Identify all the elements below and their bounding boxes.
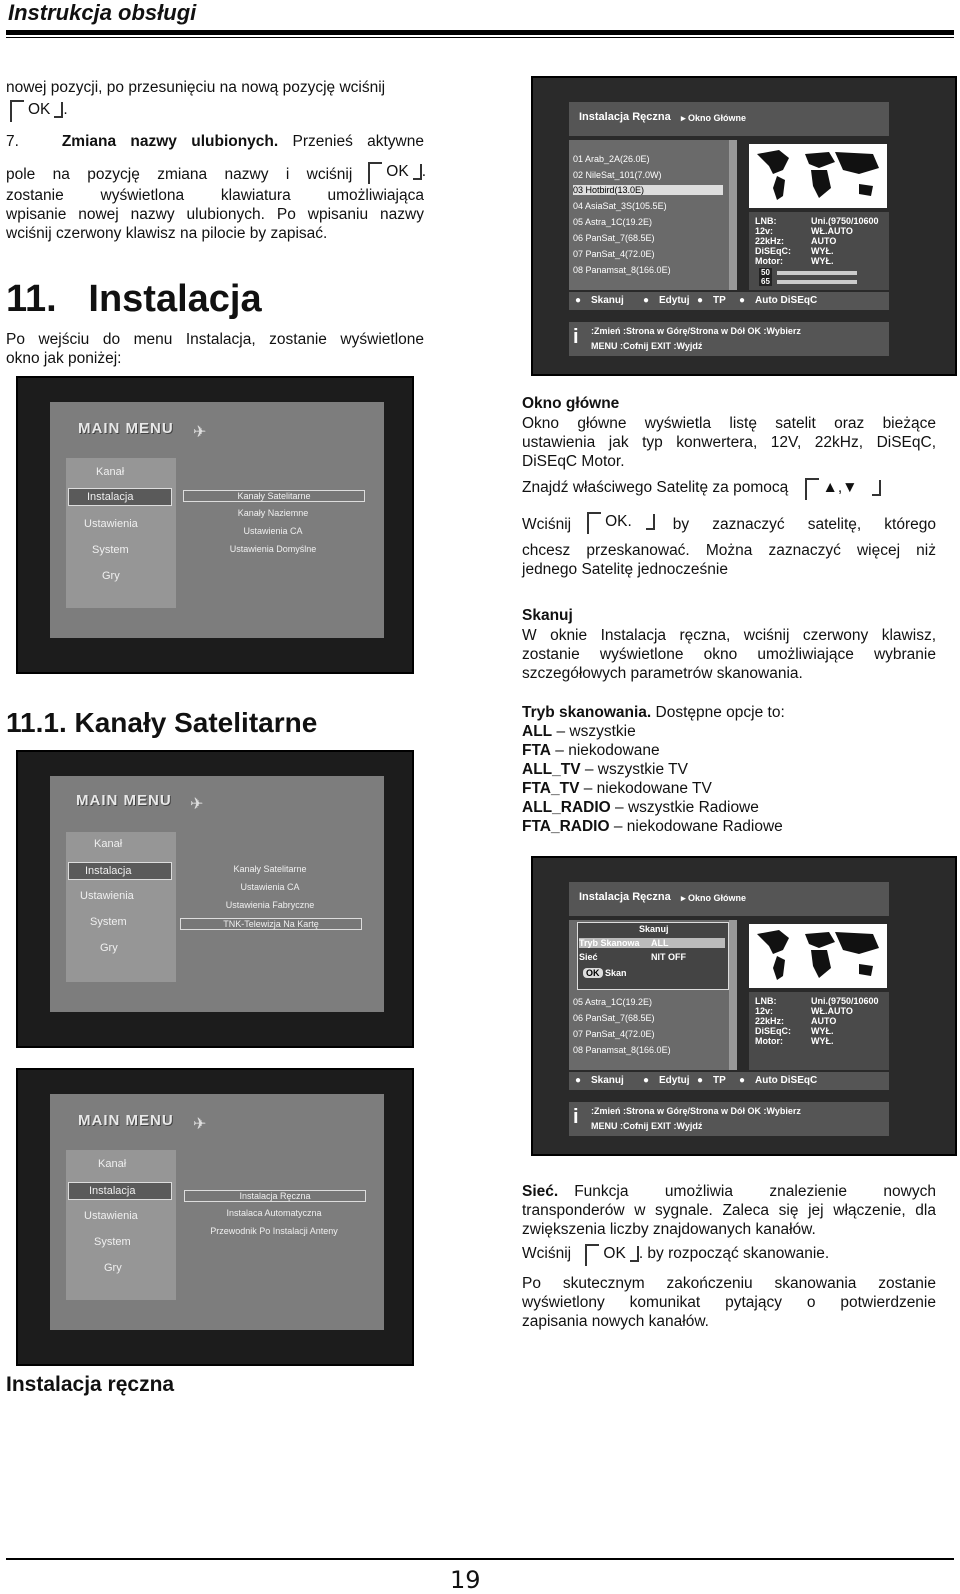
main-menu-item[interactable]: Kanał bbox=[96, 466, 125, 478]
signal-level: 50 bbox=[761, 268, 770, 277]
lnb-values bbox=[811, 996, 879, 1046]
scan-line3: szczegółowych parametrów skanowania. bbox=[522, 665, 803, 682]
scan-mode-option bbox=[522, 817, 783, 837]
find-satellite-line bbox=[522, 478, 881, 500]
scan-mode-key: FTA bbox=[522, 742, 551, 759]
lnb-label: DiSEqC: bbox=[755, 1026, 791, 1036]
network-title: Sieć. bbox=[522, 1183, 559, 1200]
submenu-item[interactable]: Instalaca Automatyczna bbox=[226, 1208, 322, 1218]
lnb-value: WYŁ. bbox=[811, 1026, 834, 1036]
up-down-arrows: ▲,▼ bbox=[822, 479, 858, 496]
manual-install-heading: Instalacja ręczna bbox=[6, 1373, 175, 1396]
lnb-value: Uni.(9750/10600 bbox=[811, 216, 879, 226]
item7-line1 bbox=[6, 132, 424, 152]
screen-crumb: ▸ Okno Główne bbox=[681, 893, 747, 903]
network-value: NIT OFF bbox=[651, 952, 686, 962]
scan-mode-desc: – niekodowane bbox=[555, 742, 660, 759]
manual-install-screenshot-1 bbox=[531, 76, 957, 376]
world-map-image bbox=[749, 924, 887, 988]
scan-mode-option bbox=[522, 798, 759, 818]
scan-mode-key: FTA_TV bbox=[522, 780, 580, 797]
ok-key-label-4: OK bbox=[603, 1245, 626, 1262]
yellow-button-icon: ● bbox=[697, 295, 704, 306]
scan-line2: zostanie wyświetlone okno umożliwiające wybranie bbox=[522, 646, 936, 663]
section-11-intro1: Po wejściu do menu Instalacja, zostanie wyświetlone bbox=[6, 331, 424, 348]
ok-suffix-2: . bbox=[421, 163, 426, 180]
section-11-heading: 11. Instalacja bbox=[6, 278, 262, 320]
network-row[interactable] bbox=[579, 952, 725, 962]
scan-mode-key: ALL_RADIO bbox=[522, 799, 611, 816]
header-rule-thin bbox=[6, 37, 954, 38]
item7-line4: wpisanie nowej nazwy ulubionych. Po wpisaniu nazwy bbox=[6, 206, 424, 223]
lnb-label: 22kHz: bbox=[755, 1016, 785, 1026]
lnb-value: AUTO bbox=[811, 236, 837, 246]
main-menu-item-selected[interactable]: Instalacja bbox=[68, 1182, 172, 1200]
lnb-label: LNB: bbox=[755, 216, 777, 226]
submenu-item-selected[interactable]: Kanały Satelitarne bbox=[183, 490, 365, 502]
scan-mode-rest: Dostępne opcje to: bbox=[651, 704, 785, 721]
lnb-label: Motor: bbox=[755, 256, 783, 266]
lnb-value: WŁ.AUTO bbox=[811, 226, 853, 236]
lnb-values bbox=[811, 216, 879, 266]
start-scan-line bbox=[522, 1244, 829, 1266]
item7-line2 bbox=[6, 162, 426, 184]
network-line1-text: Funkcja umożliwia znalezienie nowych bbox=[574, 1183, 936, 1200]
lnb-value: Uni.(9750/10600 bbox=[811, 996, 879, 1006]
section-11-1-heading: 11.1. Kanały Satelitarne bbox=[6, 707, 318, 738]
lnb-label: 22kHz: bbox=[755, 236, 785, 246]
help-line1: :Zmień :Strona w Górę/Strona w Dół OK :Wybierz bbox=[591, 326, 801, 336]
signal-quality-bar bbox=[777, 280, 857, 284]
green-button-icon: ● bbox=[643, 295, 650, 306]
edit-button[interactable]: Edytuj bbox=[659, 1075, 690, 1086]
screen-crumb: ▸ Okno Główne bbox=[681, 113, 747, 123]
info-icon: i bbox=[573, 1106, 579, 1128]
popup-ok-button[interactable] bbox=[583, 968, 627, 978]
lnb-value: WYŁ. bbox=[811, 1036, 834, 1046]
scan-line1: W oknie Instalacja ręczna, wciśnij czerwony klawisz, bbox=[522, 627, 936, 644]
manual-install-screenshot-2 bbox=[531, 856, 957, 1156]
lnb-label: 12v: bbox=[755, 1006, 774, 1016]
main-menu-item[interactable]: System bbox=[90, 916, 127, 928]
scan-mode-option bbox=[522, 760, 688, 780]
green-button-icon: ● bbox=[643, 1075, 650, 1086]
page-number: 19 bbox=[450, 1566, 481, 1594]
satellite-row[interactable]: 06 PanSat_7(68.5E) bbox=[573, 233, 655, 243]
popup-scan-label: Skan bbox=[605, 968, 627, 978]
lnb-labels bbox=[755, 216, 791, 266]
function-buttons-bar bbox=[569, 1072, 889, 1090]
popup-ok-label: OK bbox=[583, 968, 603, 978]
ok-key-left-icon-3 bbox=[587, 512, 601, 534]
main-window-line3: DiSEqC Motor. bbox=[522, 453, 625, 470]
main-menu-item[interactable]: System bbox=[92, 544, 129, 556]
satellite-dish-icon: ✈ bbox=[193, 424, 207, 441]
scan-popup-title: Skanuj bbox=[639, 924, 669, 934]
scan-mode-value: ALL bbox=[651, 938, 669, 948]
start-scan-rest: . by rozpocząć skanowanie. bbox=[638, 1245, 830, 1262]
satellite-row[interactable]: 07 PanSat_4(72.0E) bbox=[573, 249, 655, 259]
auto-diseqc-button[interactable]: Auto DiSEqC bbox=[755, 1075, 818, 1086]
scan-mode-desc: – niekodowane Radiowe bbox=[613, 818, 783, 835]
main-menu-item[interactable]: Ustawienia bbox=[84, 518, 138, 530]
help-line2: MENU :Cofnij EXIT :Wyjdź bbox=[591, 1121, 703, 1131]
help-line1: :Zmień :Strona w Górę/Strona w Dół OK :Wybierz bbox=[591, 1106, 801, 1116]
main-menu-item[interactable]: Gry bbox=[100, 942, 118, 954]
tp-button[interactable]: TP bbox=[713, 1075, 726, 1086]
screen-title: Instalacja Ręczna bbox=[579, 891, 671, 903]
lnb-value: AUTO bbox=[811, 1016, 837, 1026]
satellite-row[interactable]: 05 Astra_1C(19.2E) bbox=[573, 217, 653, 227]
satellite-row[interactable]: 01 Arab_2A(26.0E) bbox=[573, 154, 650, 164]
ok-key-label: OK bbox=[28, 101, 51, 118]
satellite-row[interactable]: 02 NileSat_101(7.0W) bbox=[573, 170, 662, 180]
lnb-label: 12v: bbox=[755, 226, 774, 236]
ok-key-left-icon-4 bbox=[585, 1244, 599, 1266]
scan-mode-key: FTA_RADIO bbox=[522, 818, 610, 835]
signal-strength-bar bbox=[777, 271, 857, 275]
main-menu-item[interactable]: System bbox=[94, 1236, 131, 1248]
auto-diseqc-button[interactable]: Auto DiSEqC bbox=[755, 295, 818, 306]
main-menu-item[interactable]: Kanał bbox=[94, 838, 123, 850]
lnb-label: Motor: bbox=[755, 1036, 783, 1046]
ok-key-line bbox=[10, 100, 430, 122]
ok-suffix: . bbox=[63, 101, 68, 118]
submenu-item[interactable]: Kanały Satelitarne bbox=[233, 864, 307, 874]
main-window-line1: Okno główne wyświetla listę satelit oraz bieżące bbox=[522, 415, 936, 432]
help-line2: MENU :Cofnij EXIT :Wyjdź bbox=[591, 341, 703, 351]
screen-title: Instalacja Ręczna bbox=[579, 111, 671, 123]
scan-mode-key: ALL_TV bbox=[522, 761, 581, 778]
section-11-intro2: okno jak poniżej: bbox=[6, 350, 122, 367]
ok-key-right-icon-3 bbox=[646, 514, 655, 530]
scan-mode-option bbox=[522, 741, 660, 761]
main-menu-item[interactable]: Ustawienia bbox=[80, 890, 134, 902]
document-header-title: Instrukcja obsługi bbox=[8, 0, 197, 25]
main-menu-item-selected[interactable]: Instalacja bbox=[68, 862, 172, 880]
ok-key-label-2: OK bbox=[386, 163, 409, 180]
tp-button[interactable]: TP bbox=[713, 295, 726, 306]
lnb-value: WYŁ. bbox=[811, 256, 834, 266]
nav-key-left-icon bbox=[805, 478, 819, 500]
scan-mode-desc: – wszystkie Radiowe bbox=[615, 799, 759, 816]
press-rest-text: by zaznaczyć satelitę, którego bbox=[672, 515, 936, 533]
main-window-line2: ustawienia jak typ konwertera, 12V, 22kHz, DiSEqC, bbox=[522, 434, 936, 451]
help-bar bbox=[569, 1102, 889, 1136]
item7-line2-text: pole na pozycję zmiana nazwy i wciśnij bbox=[6, 165, 353, 183]
item7-title: Zmiana nazwy ulubionych. bbox=[61, 133, 279, 150]
network-line3: zwiększenia liczby znajdowanych kanałów. bbox=[522, 1221, 816, 1238]
main-menu-screenshot-2 bbox=[16, 750, 414, 1048]
blue-button-icon: ● bbox=[739, 295, 746, 306]
satellite-row[interactable]: 06 PanSat_7(68.5E) bbox=[573, 1013, 655, 1023]
red-button-icon: ● bbox=[575, 295, 582, 306]
edit-button[interactable]: Edytuj bbox=[659, 295, 690, 306]
scan-mode-desc: – niekodowane TV bbox=[583, 780, 712, 797]
lnb-value: WŁ.AUTO bbox=[811, 1006, 853, 1016]
lnb-label: DiSEqC: bbox=[755, 246, 791, 256]
left-text-line1: nowej pozycji, po przesunięciu na nową pozycję wciśnij bbox=[6, 79, 386, 96]
ok-key-left-icon bbox=[10, 100, 24, 122]
ok-key-right-icon-4 bbox=[630, 1246, 639, 1262]
submenu-item[interactable]: Ustawienia Domyślne bbox=[229, 544, 317, 554]
footer-rule bbox=[6, 1558, 954, 1560]
satellite-dish-icon: ✈ bbox=[193, 1116, 207, 1133]
scan-title: Skanuj bbox=[522, 607, 573, 624]
scan-mode-row[interactable] bbox=[579, 938, 725, 948]
scan-mode-label: Tryb Skanowa bbox=[579, 938, 640, 948]
scan-mode-desc: – wszystkie TV bbox=[584, 761, 688, 778]
submenu-item[interactable]: Kanały Naziemne bbox=[237, 508, 309, 518]
submenu-item[interactable]: Ustawienia CA bbox=[243, 526, 303, 536]
screen-crumb-text: Okno Główne bbox=[688, 113, 747, 123]
signal-level: 65 bbox=[761, 277, 770, 286]
satellite-row[interactable]: 07 PanSat_4(72.0E) bbox=[573, 1029, 655, 1039]
scan-mode-desc: – wszystkie bbox=[556, 723, 636, 740]
item7-line5: wciśnij czerwony klawisz na pilocie by zapisać. bbox=[6, 225, 328, 242]
network-label: Sieć bbox=[579, 952, 598, 962]
help-bar bbox=[569, 322, 889, 356]
main-window-title: Okno główne bbox=[522, 395, 620, 412]
scan-button[interactable]: Skanuj bbox=[591, 295, 624, 306]
submenu-item[interactable]: Przewodnik Po Instalacji Anteny bbox=[210, 1226, 338, 1236]
final-line3: wyświetlony komunikat pytający o potwierdzenie bbox=[522, 1294, 936, 1311]
lnb-value: WYŁ. bbox=[811, 246, 834, 256]
start-press-text: Wciśnij bbox=[522, 1245, 572, 1262]
satellite-row[interactable]: 04 AsiaSat_3S(105.5E) bbox=[573, 201, 667, 211]
main-menu-title: MAIN MENU bbox=[76, 792, 172, 809]
red-button-icon: ● bbox=[575, 1075, 582, 1086]
item7-number: 7. bbox=[6, 133, 19, 150]
main-menu-item-selected[interactable]: Instalacja bbox=[68, 488, 172, 506]
item7-rest: Przenieś aktywne bbox=[292, 133, 424, 150]
lnb-labels bbox=[755, 996, 791, 1046]
submenu-item-selected[interactable]: Instalacja Ręczna bbox=[184, 1190, 366, 1202]
blue-button-icon: ● bbox=[739, 1075, 746, 1086]
main-menu-screenshot-3 bbox=[16, 1068, 414, 1366]
satellite-row[interactable]: 05 Astra_1C(19.2E) bbox=[573, 997, 653, 1007]
scan-button[interactable]: Skanuj bbox=[591, 1075, 624, 1086]
header-rule bbox=[6, 30, 954, 35]
main-menu-title: MAIN MENU bbox=[78, 420, 174, 437]
satellite-row[interactable]: 08 Panamsat_8(166.0E) bbox=[573, 265, 671, 275]
satellite-row-selected[interactable]: 03 Hotbird(13.0E) bbox=[573, 185, 723, 195]
network-line1 bbox=[522, 1182, 936, 1202]
lnb-label: LNB: bbox=[755, 996, 777, 1006]
signal-levels bbox=[759, 268, 772, 286]
scan-mode-option bbox=[522, 779, 712, 799]
network-line2: transponderów w sygnale. Zaleca się jej włączenie, dla bbox=[522, 1202, 936, 1219]
item7-line3: zostanie wyświetlona klawiatura umożliwiająca bbox=[6, 187, 424, 204]
final-line4: zapisania nowych kanałów. bbox=[522, 1313, 709, 1330]
satellite-row[interactable]: 08 Panamsat_8(166.0E) bbox=[573, 1045, 671, 1055]
final-line2: Po skutecznym zakończeniu skanowania zostanie bbox=[522, 1275, 936, 1292]
main-menu-item[interactable]: Ustawienia bbox=[84, 1210, 138, 1222]
list-scrollbar[interactable] bbox=[729, 920, 737, 1070]
find-satellite-text: Znajdź właściwego Satelitę za pomocą bbox=[522, 479, 789, 496]
press-line3: jednego Satelitę jednocześnie bbox=[522, 561, 728, 578]
scan-mode-key: ALL bbox=[522, 723, 553, 740]
satellite-dish-icon: ✈ bbox=[190, 796, 204, 813]
main-menu-item[interactable]: Gry bbox=[102, 570, 120, 582]
list-scrollbar[interactable] bbox=[729, 140, 737, 290]
nav-key-right-icon bbox=[872, 480, 881, 496]
ok-key-right-icon-2 bbox=[413, 164, 422, 180]
screen-crumb-text: Okno Główne bbox=[688, 893, 747, 903]
ok-key-left-icon-2 bbox=[368, 162, 382, 184]
main-menu-screenshot-1 bbox=[16, 376, 414, 674]
press-text: Wciśnij bbox=[522, 515, 572, 533]
submenu-item[interactable]: Ustawienia CA bbox=[240, 882, 300, 892]
ok-key-label-3: OK. bbox=[605, 513, 632, 530]
press-ok-line bbox=[522, 512, 936, 534]
world-map-image bbox=[749, 144, 887, 208]
submenu-item-selected[interactable]: TNK-Telewizja Na Kartę bbox=[180, 918, 362, 930]
function-buttons-bar bbox=[569, 292, 889, 310]
scan-mode-heading bbox=[522, 703, 785, 723]
info-icon: i bbox=[573, 326, 579, 348]
main-menu-title: MAIN MENU bbox=[78, 1112, 174, 1129]
submenu-item[interactable]: Ustawienia Fabryczne bbox=[225, 900, 315, 910]
press-line2: chcesz przeskanować. Można zaznaczyć więcej niż bbox=[522, 542, 936, 559]
scan-mode-title: Tryb skanowania. bbox=[522, 704, 652, 721]
scan-mode-option bbox=[522, 722, 636, 742]
yellow-button-icon: ● bbox=[697, 1075, 704, 1086]
main-menu-item[interactable]: Kanał bbox=[98, 1158, 127, 1170]
main-menu-item[interactable]: Gry bbox=[104, 1262, 122, 1274]
